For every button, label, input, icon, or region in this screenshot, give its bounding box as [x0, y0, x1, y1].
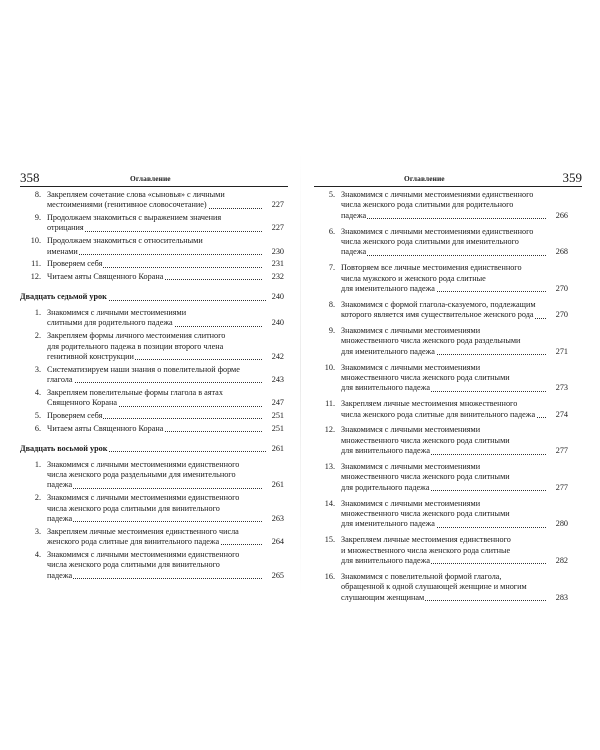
toc-entry-number: 10.: [30, 236, 41, 246]
toc-entry-line-text: Знакомимся с личными местоимениями: [341, 362, 481, 372]
toc-entry-line-text: генитивной конструкции: [47, 351, 134, 361]
toc-entry-text: [341, 462, 568, 493]
toc-entry-text: [341, 190, 568, 221]
toc-entry-line: [341, 363, 568, 373]
toc-entry-line: [47, 504, 284, 514]
toc-entry-line-text: именами: [47, 246, 78, 256]
toc-entry-page-number: 240: [271, 318, 284, 328]
toc-entry-line: [47, 388, 284, 398]
toc-entry-page-number: 274: [555, 409, 568, 419]
toc-entry-page-number: 271: [555, 346, 568, 356]
toc-entry-number: 1.: [34, 459, 41, 469]
toc-entry-line: [47, 259, 284, 269]
toc-entry-line-text: Систематизируем наши знания о повелительной форме: [47, 364, 240, 374]
toc-entry-line: [341, 237, 568, 247]
toc-entry-line: [47, 331, 284, 341]
toc-entry-number: 8.: [34, 190, 41, 199]
toc-entry-line: [341, 263, 568, 273]
toc-entry-line-text: множественного числа женского рода слитными: [341, 372, 510, 382]
toc-entry-line-text: числа женского рода слитными для именительного: [341, 236, 519, 246]
toc-entry-line: [341, 200, 568, 210]
toc-entry-text: [47, 236, 284, 257]
toc-entry-line: [341, 373, 568, 383]
toc-entry-line-text: для винительного падежа: [341, 446, 430, 456]
toc-entry-page-number: 251: [271, 410, 284, 420]
toc-entry-line-text: множественного числа женского рода раздельными: [341, 336, 521, 346]
toc-entry-line-text: числа мужского и женского рода слитные: [341, 273, 486, 283]
toc-entry-number: 4.: [34, 387, 41, 397]
toc-entry-line-text: числа женского рода слитные для винительного падежа: [341, 409, 536, 419]
toc-entry-line-text: обращенной к одной слушающей женщине и многим: [341, 582, 527, 592]
toc-entry-line-text: множественного числа женского рода слитными: [341, 435, 510, 445]
toc-entry-number: 8.: [328, 299, 335, 309]
toc-entry-number: 5.: [34, 410, 41, 420]
toc-entry-line-text: Знакомимся с личными местоимениями единственного: [47, 459, 240, 469]
toc-entry-line: [341, 556, 568, 566]
toc-entry-line: [341, 572, 568, 582]
toc-entry-text: [341, 227, 568, 258]
toc-entry-line-text: слушающим женщинам: [341, 592, 425, 602]
toc-entry-line-text: множественного числа женского рода слитными: [341, 508, 510, 518]
toc-entry-number: 15.: [324, 535, 335, 545]
toc-entry-line-text: числа женского рода раздельными для именительного: [47, 470, 236, 480]
section-title: Двадцать восьмой урок: [20, 443, 108, 453]
toc-entry-line-text: множественного числа женского рода слитными: [341, 472, 510, 482]
toc-entry-page-number: 270: [555, 310, 568, 320]
toc-entry-line-text: Знакомимся с личными местоимениями: [341, 425, 481, 435]
toc-entry-line-text: падежа: [341, 210, 367, 220]
toc-entry-line-text: числа женского рода слитными для винительного: [47, 503, 220, 513]
toc-entry-number: 5.: [328, 190, 335, 199]
toc-entry-line: [341, 410, 568, 420]
toc-entry-number: 12.: [30, 272, 41, 281]
toc-entry-text: [47, 190, 284, 211]
toc-entry-page-number: 266: [555, 210, 568, 220]
toc-entry-page-number: 273: [555, 383, 568, 393]
toc-entry-line-text: Закрепляем повелительные формы глагола в аятах: [47, 387, 223, 397]
toc-entry-line: [341, 499, 568, 509]
toc-entry-line: [341, 347, 568, 357]
toc-entry-line: [47, 460, 284, 470]
toc-entry-line-text: Знакомимся с личными местоимениями единственного: [341, 190, 534, 199]
section-page-number: 240: [271, 292, 284, 302]
toc-entry-line-text: Повторяем все личные местоимения единственного: [341, 263, 522, 273]
toc-entry-line-text: Знакомимся с личными местоимениями единственного: [47, 493, 240, 503]
toc-entry-line: [47, 236, 284, 246]
toc-entry-line-text: Знакомимся с личными местоимениями: [341, 498, 481, 508]
toc-entry-text: [341, 300, 568, 321]
toc-entry-page-number: 277: [555, 482, 568, 492]
toc-entry-line: [47, 247, 284, 257]
toc-entry-text: [47, 424, 284, 434]
toc-entry-line: [341, 227, 568, 237]
toc-entry-line-text: для родительного падежа: [341, 482, 430, 492]
toc-entry-line: [341, 336, 568, 346]
toc-entry-line: [47, 200, 284, 210]
toc-entry-page-number: 251: [271, 423, 284, 433]
toc-entry-number: 9.: [34, 213, 41, 223]
toc-entry-line-text: падежа: [47, 570, 73, 580]
toc-entry-number: 13.: [324, 462, 335, 471]
toc-entry-line: [47, 213, 284, 223]
toc-entry-line: [47, 272, 284, 282]
toc-entry-page-number: 232: [271, 272, 284, 281]
toc-entry-line-text: Знакомимся с формой глагола-сказуемого, подлежащим: [341, 299, 536, 309]
toc-entry-text: [47, 259, 284, 269]
toc-entry-page-number: 270: [555, 283, 568, 293]
right-header-title: Оглавление: [404, 174, 445, 183]
toc-entry-line: [341, 509, 568, 519]
toc-entry-line: [341, 436, 568, 446]
toc-entry-line: [341, 535, 568, 545]
toc-entry-line: [341, 446, 568, 456]
toc-entry-line: [341, 190, 568, 200]
toc-entry-line-text: падежа: [341, 247, 367, 257]
toc-entry-number: 12.: [324, 425, 335, 435]
toc-entry-line: [47, 365, 284, 375]
toc-entry-line: [341, 399, 568, 409]
toc-entry-page-number: 247: [271, 398, 284, 408]
toc-entry-line: [47, 318, 284, 328]
toc-entry-page-number: 277: [555, 446, 568, 456]
toc-entry-line-text: Знакомимся с личными местоимениями: [341, 462, 481, 471]
toc-entry-line-text: Знакомимся с повелительной формой глагола,: [341, 571, 502, 581]
toc-entry-line: [47, 571, 284, 581]
toc-entry-number: 7.: [328, 263, 335, 273]
right-page-number: 359: [562, 170, 582, 185]
toc-entry-line: [47, 514, 284, 524]
toc-entry-line-text: числа женского рода слитными для винительного: [47, 560, 220, 570]
toc-entry-line-text: Священного Корана: [47, 398, 117, 408]
toc-entry-line-text: слитными для родительного падежа: [47, 318, 173, 328]
section-page-number: 261: [271, 443, 284, 453]
toc-entry-line: [47, 398, 284, 408]
toc-entry-number: 14.: [324, 498, 335, 508]
toc-entry-line-text: Закрепляем сочетание слова «сыновья» с личными: [47, 190, 225, 199]
toc-entry-line-text: глагола: [47, 375, 73, 385]
toc-entry-line-text: для именительного падежа: [341, 346, 435, 356]
toc-entry-text: [47, 411, 284, 421]
toc-entry-text: [47, 460, 284, 491]
toc-entry-number: 1.: [34, 308, 41, 318]
toc-entry-line: [341, 383, 568, 393]
toc-entry-line-text: для винительного падежа: [341, 383, 430, 393]
toc-entry-line-text: Закрепляем формы личного местоимения слитного: [47, 331, 226, 341]
toc-entry-line: [47, 560, 284, 570]
toc-entry-line-text: Читаем аяты Священного Корана: [47, 272, 164, 281]
toc-entry-text: [47, 388, 284, 409]
toc-entry-text: [341, 535, 568, 566]
toc-entry-text: [47, 527, 284, 548]
right-page: [314, 170, 582, 602]
toc-entry-page-number: 282: [555, 555, 568, 565]
toc-entry-line: [341, 326, 568, 336]
toc-entry-text: [341, 425, 568, 456]
toc-entry-line: [47, 550, 284, 560]
toc-entry-line-text: Продолжаем знакомиться с относительными: [47, 236, 203, 246]
left-header-title: Оглавление: [130, 174, 171, 183]
toc-entry-line-text: Знакомимся с личными местоимениями единственного: [341, 226, 534, 236]
toc-entry-page-number: 230: [271, 246, 284, 256]
toc-entry-number: 2.: [34, 331, 41, 341]
toc-section-heading[interactable]: [20, 292, 288, 302]
toc-entry-line-text: Закрепляем личные местоимения единственного: [341, 535, 511, 545]
toc-entry-line-text: Знакомимся с личными местоимениями: [341, 326, 481, 335]
toc-entry-number: 6.: [34, 423, 41, 433]
toc-entry-line: [47, 352, 284, 362]
toc-entry-page-number: 263: [271, 513, 284, 523]
toc-entry-line: [47, 223, 284, 233]
toc-entry-line: [47, 537, 284, 547]
toc-entry-text: [47, 493, 284, 524]
toc-entry-number: 16.: [324, 571, 335, 581]
toc-entry-line-text: Знакомимся с личными местоимениями единственного: [47, 549, 240, 559]
toc-entry-line: [47, 480, 284, 490]
toc-entry-line: [47, 411, 284, 421]
toc-entry-line-text: и множественного числа женского рода слитные: [341, 545, 511, 555]
toc-entry-line-text: Проверяем себя: [47, 410, 103, 420]
toc-entry-text: [341, 399, 568, 420]
toc-entry-line-text: падежа: [47, 513, 73, 523]
toc-entry-line: [341, 462, 568, 472]
toc-entry-number: 3.: [34, 364, 41, 374]
toc-entry-text: [341, 326, 568, 357]
toc-entry-line: [341, 519, 568, 529]
toc-entry-number: 6.: [328, 226, 335, 236]
toc-entry-line: [341, 483, 568, 493]
toc-entry-text: [341, 572, 568, 603]
toc-entry-line-text: падежа: [47, 480, 73, 490]
toc-entry-number: 9.: [328, 326, 335, 335]
toc-entry-line: [341, 300, 568, 310]
left-page-header: [20, 170, 288, 187]
toc-entry-page-number: 231: [271, 259, 284, 269]
toc-entry-page-number: 227: [271, 200, 284, 210]
toc-entry-line-text: женского рода слитные для винительного падежа: [47, 537, 220, 547]
toc-entry-line-text: для именительного падежа: [341, 283, 435, 293]
toc-entry-line-text: которого является имя существительное женского рода: [341, 310, 534, 320]
toc-entry-line: [47, 493, 284, 503]
page-gutter: [300, 150, 301, 600]
toc-entry-text: [341, 363, 568, 394]
toc-section-heading[interactable]: [20, 444, 288, 454]
toc-entry-page-number: 261: [271, 480, 284, 490]
section-title: Двадцать седьмой урок: [20, 292, 107, 302]
toc-entry-text: [341, 263, 568, 294]
toc-entry-page-number: 264: [271, 537, 284, 547]
toc-entry-number: 3.: [34, 526, 41, 536]
toc-entry-line: [47, 527, 284, 537]
toc-entry-text: [47, 365, 284, 386]
toc-entry-line-text: Проверяем себя: [47, 259, 103, 269]
toc-entry-text: [47, 550, 284, 581]
toc-entry-line-text: Знакомимся с личными местоимениями: [47, 308, 187, 318]
toc-entry-number: 11.: [325, 399, 335, 409]
toc-entry-line: [341, 425, 568, 435]
toc-entry-text: [341, 499, 568, 530]
left-page-number: 358: [20, 170, 40, 185]
toc-entry-line: [47, 375, 284, 385]
toc-entry-line-text: Закрепляем личные местоимения единственного числа: [47, 526, 239, 536]
toc-entry-page-number: 243: [271, 375, 284, 385]
toc-entry-line: [341, 284, 568, 294]
toc-entry-line: [47, 470, 284, 480]
toc-entry-text: [47, 213, 284, 234]
toc-entry-line: [47, 342, 284, 352]
toc-entry-page-number: 283: [555, 592, 568, 602]
toc-entry-page-number: 242: [271, 351, 284, 361]
toc-entry-number: 10.: [324, 362, 335, 372]
toc-entry-page-number: 227: [271, 223, 284, 233]
toc-entry-line: [341, 274, 568, 284]
toc-entry-text: [47, 308, 284, 329]
toc-entry-line-text: для винительного падежа: [341, 555, 430, 565]
toc-entry-page-number: 280: [555, 519, 568, 529]
toc-entry-line-text: местоимениями (генитивное словосочетание): [47, 200, 207, 210]
toc-entry-line-text: отрицания: [47, 223, 84, 233]
toc-entry-number: 2.: [34, 493, 41, 503]
right-page-header: [314, 170, 582, 187]
toc-entry-line-text: для именительного падежа: [341, 519, 435, 529]
toc-entry-line: [341, 310, 568, 320]
toc-entry-page-number: 268: [555, 247, 568, 257]
toc-entry-text: [47, 331, 284, 362]
toc-entry-text: [47, 272, 284, 282]
toc-entry-number: 11.: [31, 259, 41, 269]
toc-entry-line-text: числа женского рода слитными для родительного: [341, 200, 514, 210]
left-page: [20, 170, 288, 582]
toc-entry-line-text: Продолжаем знакомиться с выражением значения: [47, 213, 222, 223]
toc-entry-number: 4.: [34, 549, 41, 559]
toc-entry-page-number: 265: [271, 570, 284, 580]
toc-entry-line: [47, 424, 284, 434]
toc-entry-line-text: Закрепляем личные местоимения множественного: [341, 399, 518, 409]
toc-entry-line-text: Читаем аяты Священного Корана: [47, 423, 164, 433]
toc-entry-line: [341, 247, 568, 257]
toc-entry-line: [47, 308, 284, 318]
toc-entry-line: [341, 546, 568, 556]
toc-entry-line: [341, 211, 568, 221]
toc-entry-line: [341, 582, 568, 592]
toc-entry-line: [341, 472, 568, 482]
toc-entry-line: [341, 593, 568, 603]
toc-entry-line-text: для родительного падежа в позиции второго члена: [47, 341, 224, 351]
toc-entry-line: [47, 190, 284, 200]
